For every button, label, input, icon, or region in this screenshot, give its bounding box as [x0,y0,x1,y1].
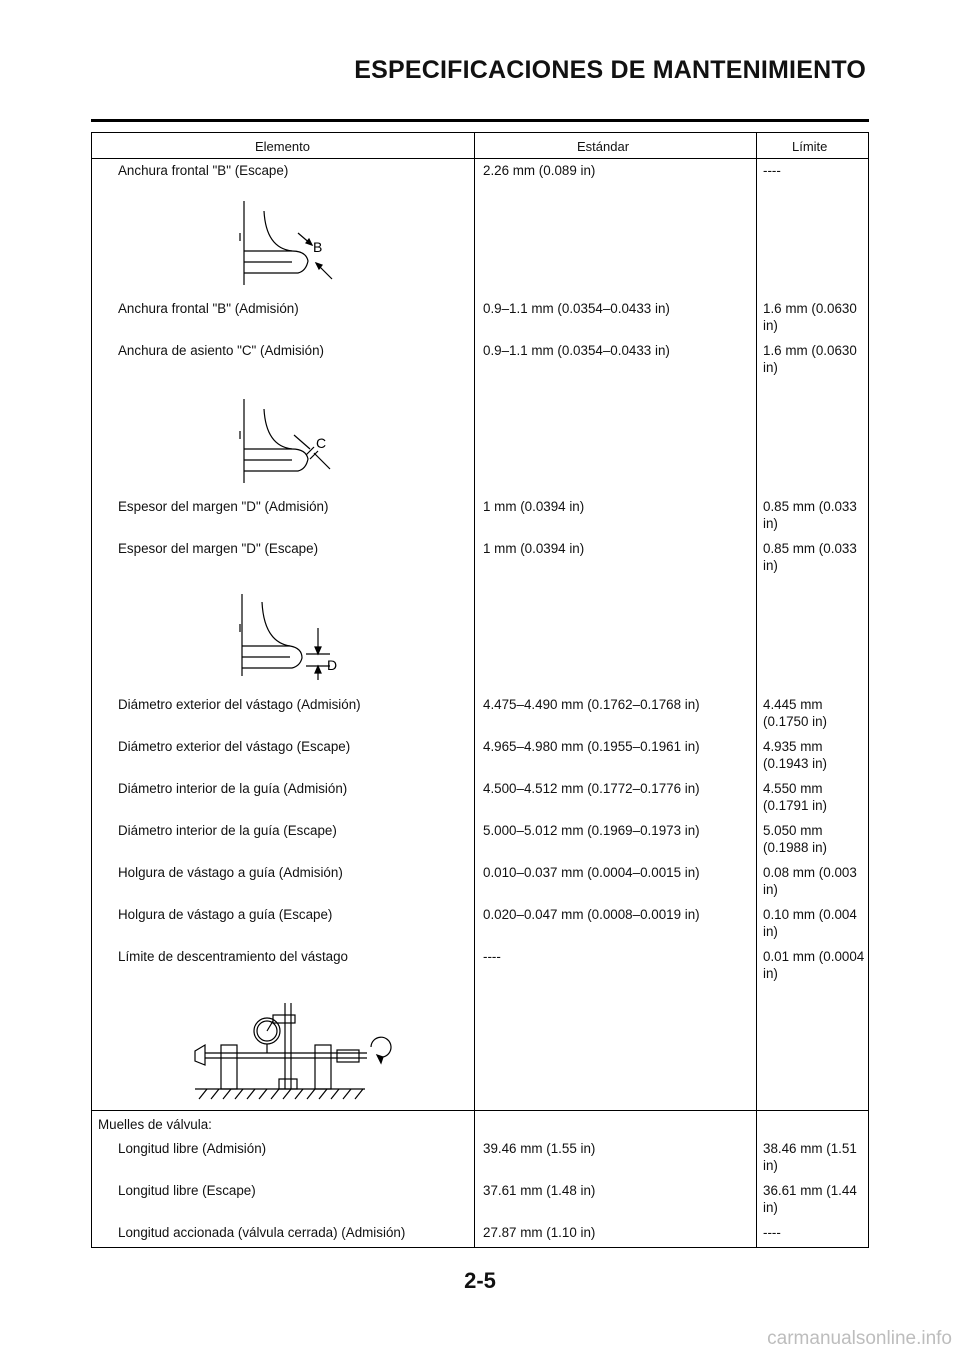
table-row: Diámetro exterior del vástago (Admisión) 4.475–4.490 mm (0.1762–0.1768 in) 4.445 mm (0.1750 in) [118,697,828,729]
valve-face-width-diagram [232,193,342,288]
table-row: Longitud accionada (válvula cerrada) (Admisión) 27.87 mm (1.10 in) ---- [118,1225,781,1240]
table-row: Holgura de vástago a guía (Admisión) 0.010–0.037 mm (0.0004–0.0015 in) 0.08 mm (0.003 in) [118,865,857,897]
valve-stem-runout-dial-gauge-diagram [187,995,402,1107]
table-row: Holgura de vástago a guía (Escape) 0.020–0.047 mm (0.0008–0.0019 in) 0.10 mm (0.004 in) [118,907,857,939]
spec-table [91,132,869,1248]
table-row: Espesor del margen "D" (Escape) 1 mm (0.0394 in) 0.85 mm (0.033 in) [118,541,857,573]
label-b: B [313,239,323,255]
valve-margin-thickness-diagram [232,588,342,683]
table-row: Límite de descentramiento del vástago ---- 0.01 mm (0.0004 in) [118,949,865,981]
table-row: Espesor del margen "D" (Admisión) 1 mm (0.0394 in) 0.85 mm (0.033 in) [118,499,857,531]
table-row: Anchura de asiento "C" (Admisión) 0.9–1.1 mm (0.0354–0.0433 in) 1.6 mm (0.0630 in) [118,343,857,375]
table-row: Anchura frontal "B" (Escape) 2.26 mm (0.089 in) ---- [118,163,781,178]
table-row: Diámetro exterior del vástago (Escape) 4.965–4.980 mm (0.1955–0.1961 in) 4.935 mm (0.1943 in) [118,739,828,771]
page-number: 2-5 [464,1268,496,1293]
table-row: Longitud libre (Admisión) 39.46 mm (1.55 in) 38.46 mm (1.51 in) [118,1141,857,1173]
col-header-limite: Límite [792,139,828,154]
header-divider [92,158,868,159]
title-rule [91,119,869,122]
table-row: Longitud libre (Escape) 37.61 mm (1.48 in) 36.61 mm (1.44 in) [118,1183,857,1215]
label-d: D [327,657,338,673]
page-title: ESPECIFICACIONES DE MANTENIMIENTO [354,56,866,84]
section-divider [92,1110,868,1111]
col-header-elemento: Elemento [255,139,310,154]
col-header-estandar: Estándar [577,139,630,154]
table-row: Diámetro interior de la guía (Escape) 5.000–5.012 mm (0.1969–0.1973 in) 5.050 mm (0.1988 in) [118,823,828,855]
valve-seat-width-diagram [232,391,342,486]
section-heading-springs: Muelles de válvula: [98,1117,212,1132]
table-row: Anchura frontal "B" (Admisión) 0.9–1.1 mm (0.0354–0.0433 in) 1.6 mm (0.0630 in) [118,301,857,333]
table-row: Diámetro interior de la guía (Admisión) 4.500–4.512 mm (0.1772–0.1776 in) 4.550 mm (0.1791 in) [118,781,828,813]
watermark: carmanualsonline.info [767,1328,952,1349]
label-c: C [316,435,327,451]
